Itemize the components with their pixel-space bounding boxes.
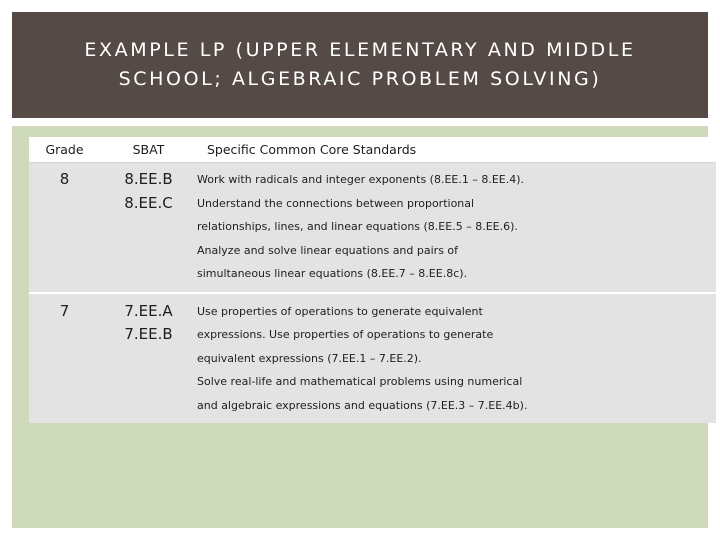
sbat-code: 8.EE.C [124,193,173,212]
sbat-cell [100,293,197,424]
standards-cell [197,293,716,424]
standards-line: Use properties of operations to generate equivalent [197,304,483,318]
grade-cell: 8 [29,163,100,293]
sbat-code: 7.EE.B [124,325,173,343]
slide-header [12,12,708,118]
header-standards: Specific Common Core Standards [197,137,716,163]
slide-content [12,126,708,528]
standards-table [29,137,716,423]
grade-cell: 7 [59,301,70,320]
standards-line: Understand the connections between proportional [197,196,475,210]
standards-line: Solve real-life and mathematical problems using numerical [197,375,523,388]
sbat-code: 7.EE.A [124,301,173,320]
header-grade: Grade [29,137,100,163]
slide-title [64,36,655,94]
slide-title-line-2: SCHOOL; ALGEBRAIC PROBLEM SOLVING) [118,68,602,90]
header-sbat: SBAT [100,137,197,163]
sbat-code: 8.EE.B [124,170,173,188]
table-row [29,163,716,293]
sbat-cell [100,163,197,293]
table-row [29,293,716,424]
standards-line: equivalent expressions (7.EE.1 – 7.EE.2). [197,351,422,365]
standards-line: relationships, lines, and linear equations (8.EE.5 – 8.EE.6). [197,220,518,233]
standards-line: simultaneous linear equations (8.EE.7 – 8.EE.8c). [197,267,468,280]
slide-title-line-1: EXAMPLE LP (UPPER ELEMENTARY AND MIDDLE [84,39,636,61]
standards-line: expressions. Use properties of operations to generate [197,328,494,341]
standards-line: Analyze and solve linear equations and pairs of [197,243,459,257]
table-header-row [29,137,716,163]
standards-line: Work with radicals and integer exponents (8.EE.1 – 8.EE.4). [197,173,525,186]
standards-line: and algebraic expressions and equations (7.EE.3 – 7.EE.4b). [197,398,528,412]
standards-cell [197,163,716,293]
